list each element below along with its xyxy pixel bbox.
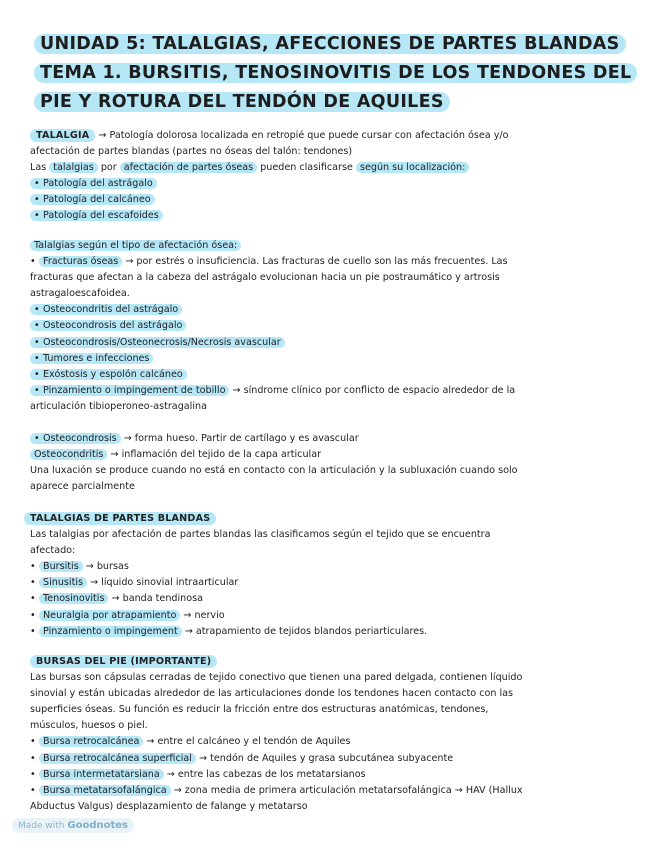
list-item [30,337,285,348]
bullet-icon: • [30,625,36,637]
bullet-icon: • [34,194,40,206]
term-pinzamiento-tobillo: Pinzamiento o impingement de tobillo [43,384,226,396]
term-pinzamiento: Pinzamiento o impingement [39,626,182,637]
section-talalgia [30,128,630,225]
partes-blandas-intro: Las talalgias por afectación de partes blandas las clasificamos según el tejido que se encuentra [30,529,491,541]
hl-talalgias: talalgias [49,162,97,173]
bullet-icon: • [34,352,40,364]
term-def: → entre el calcáneo y el tendón de Aquiles [143,736,351,748]
title-topic: TEMA 1. BURSITIS, TENOSINOVITIS DE LOS TENDONES DEL [34,63,637,83]
title-line-2 [34,63,637,84]
term-def: → bursas [82,561,129,573]
bullet-icon: • [30,768,36,780]
term-osteocondritis: Osteocondritis [30,449,107,460]
section-bursas [30,654,630,815]
title-line-3 [34,92,450,113]
term-bursa-retrocalcanea-superficial: Bursa retrocalcánea superficial [39,753,196,764]
title-line-1 [34,34,626,55]
fracturas-def-cont: fracturas que afectan a la cabeza del astrágalo evolucionan hacia un pie postraumático y artrosis [30,272,500,284]
list-item-text: Patología del calcáneo [43,194,151,206]
list-item [30,385,229,396]
list-item [30,194,155,205]
list-item [30,304,182,315]
bullet-icon: • [34,210,40,222]
talalgia-def-cont: afectación de partes blandas (partes no óseas del talón: tendones) [30,146,353,158]
bursas-paragraph: superficies óseas. Su función es reducir la fricción entre dos estructuras anatómicas, tendones, [30,704,489,716]
osteocondrosis-def: → forma hueso. Partir de cartílago y es avascular [120,433,359,444]
heading-partes-blandas: TALALGIAS DE PARTES BLANDAS [24,512,216,525]
goodnotes-badge [12,818,134,833]
bullet-icon: • [34,384,40,396]
bullet-icon: • [34,304,40,316]
bullet-icon: • [30,561,36,573]
partes-blandas-intro-cont: afectado: [30,545,76,557]
bullet-icon: • [30,752,36,764]
bullet-icon: • [30,577,36,589]
bullet-icon: • [34,320,40,332]
title-topic-cont: PIE Y ROTURA DEL TENDÓN DE AQUILES [34,92,450,112]
luxacion-text: Una luxación se produce cuando no está en contacto con la articulación y la subluxación cuando solo [30,465,518,477]
term-def: → banda tendinosa [108,593,204,605]
fracturas-def-cont: astragaloescafoidea. [30,288,130,300]
bullet-icon: • [30,593,36,605]
badge-label: Made with [18,821,65,831]
bursas-paragraph: Las bursas son cápsulas cerradas de tejido conectivo que tienen una pared delgada, contienen líquido [30,672,523,684]
bullet-icon: • [30,736,36,748]
term-neuralgia: Neuralgia por atrapamiento [39,610,180,621]
list-item-text: Osteocondritis del astrágalo [43,304,179,316]
list-item [30,178,157,189]
talalgia-def: → Patología dolorosa localizada en retropié que puede cursar con afectación ósea y/o [95,130,509,141]
section-partes-blandas [30,511,630,640]
list-item-text: Osteocondrosis del astrágalo [43,320,183,332]
list-item [30,353,153,364]
list-item [30,369,187,380]
luxacion-text-cont: aparece parcialmente [30,481,135,493]
hl-localizacion: según su localización: [356,162,469,173]
list-item-text: Patología del astrágalo [43,178,153,190]
goodnotes-logo: Goodnotes [67,820,128,831]
list-item-text: Patología del escafoides [43,210,159,222]
bursas-paragraph: músculos, huesos o piel. [30,720,148,732]
bullet-icon: • [34,178,40,190]
term-tenosinovitis: Tenosinovitis [39,593,108,604]
term-def: → atrapamiento de tejidos blandos periarticulares. [181,625,428,637]
heading-bursas: BURSAS DEL PIE (IMPORTANTE) [30,655,217,668]
term-sinusitis: Sinusitis [39,577,87,588]
term-def: → nervio [180,609,225,621]
heading-afectacion-osea: Talalgias según el tipo de afectación ósea: [30,240,241,251]
section-afectacion-osea [30,238,630,415]
term-bursa-metatarsofalangica: Bursa metatarsofalángica [39,785,171,796]
bullet-icon: • [34,336,40,348]
term-bursitis: Bursitis [39,561,83,572]
list-item [30,210,163,221]
bullet-icon: • [34,433,40,444]
term-def: → entre las cabezas de los metatarsianos [163,768,366,780]
hl-partes-oseas: afectación de partes óseas [120,162,257,173]
bullet-icon: • [30,609,36,621]
pinzamiento-def-cont: articulación tibioperoneo-astragalina [30,400,207,412]
list-item-text: Tumores e infecciones [43,352,150,364]
term-osteocondrosis [30,433,121,444]
term-text: Osteocondrosis [43,433,117,444]
term-def: → tendón de Aquiles y grasa subcutánea subyacente [195,752,454,764]
term-bursa-intermetatarsiana: Bursa intermetatarsiana [39,769,164,780]
text: Las [30,162,50,174]
bullet-icon: • [30,256,36,268]
term-def: → zona media de primera articulación metatarsofalángica → HAV (Hallux [170,784,523,796]
section-definitions [30,431,630,495]
text: por [97,162,120,174]
term-fracturas: Fracturas óseas [39,256,122,267]
list-item [30,320,186,331]
bursa-metatarso-def-cont: Abductus Valgus) desplazamiento de falange y metatarso [30,800,308,812]
bullet-icon: • [34,368,40,380]
term-bursa-retrocalcanea: Bursa retrocalcánea [39,736,143,747]
fracturas-def: → por estrés o insuficiencia. Las fracturas de cuello son las más frecuentes. Las [122,256,508,268]
list-item-text: Exóstosis y espolón calcáneo [43,368,183,380]
text: pueden clasificarse [257,162,356,174]
title-unit: UNIDAD 5: TALALGIAS, AFECCIONES DE PARTES BLANDAS [34,34,626,54]
term-def: → líquido sinovial intraarticular [87,577,239,589]
term-talalgia: TALALGIA [30,129,95,142]
pinzamiento-def: → síndrome clínico por conflicto de espacio alrededor de la [229,384,516,396]
osteocondritis-def: → inflamación del tejido de la capa articular [107,449,322,461]
list-item-text: Osteocondrosis/Osteonecrosis/Necrosis avascular [43,336,281,348]
bursas-paragraph: sinovial y están ubicadas alrededor de las articulaciones donde los tendones hacen contacto con las [30,688,514,700]
bullet-icon: • [30,784,36,796]
